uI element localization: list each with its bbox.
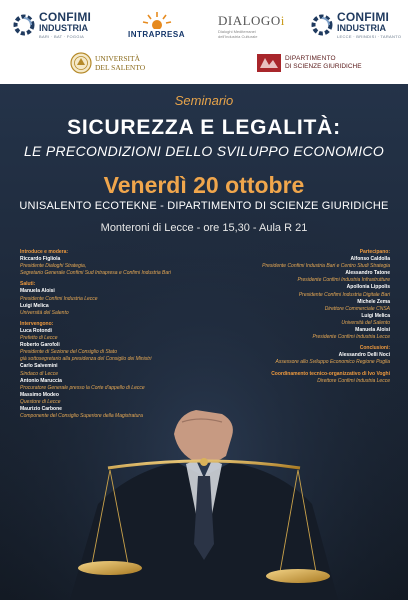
program-right-column: [190, 249, 390, 385]
speaker-name: Carlo Salvemini: [20, 363, 58, 370]
speaker-name: Roberto Garofoli: [20, 342, 60, 349]
coordination-role: Direttore Confimi Industria Lecce: [317, 377, 390, 384]
speaker-name: Manuela Aloisi: [20, 288, 55, 295]
dialoghi-wordmark: [218, 13, 285, 29]
confimi-right-line3: LECCE · BRINDISI · TARANTO: [337, 34, 402, 39]
logo-band: [0, 0, 408, 84]
speaker-role: Presidente Confimi Industria Lecce: [312, 334, 390, 341]
speaker-name: Alessandro Tatone: [345, 270, 390, 277]
speaker-role: Segretario Generale Confimi Sud Intrapresa e Confimi Industria Bari: [20, 270, 171, 277]
seminar-subtitle: LE PRECONDIZIONI DELLO SVILUPPO ECONOMICO: [23, 143, 385, 159]
speaker-name: Maurizio Carbone: [20, 405, 62, 412]
seminar-title: SICUREZZA E LEGALITÀ:: [67, 116, 341, 139]
confimi-right-line1: CONFIMI: [337, 10, 390, 24]
intrapresa-logo: [128, 11, 185, 39]
dialoghi-name-accent: i: [280, 13, 285, 28]
confimi-left-line1: CONFIMI: [39, 10, 92, 24]
speaker-name: Alfonso Caldolla: [350, 256, 390, 263]
speaker-role: Assessore allo Sviluppo Economico Regione Puglia: [275, 359, 390, 366]
speaker-role: Presidente Confimi Industria Infrastrutture: [297, 277, 390, 284]
speaker-name: Riccardo Figliola: [20, 256, 61, 263]
speaker-role: Direttore Commerciale CNSA: [324, 305, 390, 312]
section-heading: Saluti:: [20, 281, 36, 288]
event-date: Venerdì 20 ottobre: [103, 172, 305, 198]
speaker-name: Luigi Melica: [361, 312, 390, 319]
speaker-role: Componente del Consiglio Superiore della Magistratura: [20, 413, 143, 420]
program-left-column: [20, 249, 210, 420]
speaker-name: Michele Zema: [357, 298, 390, 305]
unisalento-logo: [70, 52, 145, 74]
speaker-name: Manuela Aloisi: [355, 327, 390, 334]
dipartimento-logo: [256, 53, 362, 73]
unisalento-line2: DEL SALENTO: [95, 63, 146, 72]
speaker-role: Università del Salento: [20, 309, 69, 316]
seminario-kicker: Seminario: [174, 93, 234, 108]
coordination-heading: Coordinamento tecnico-organizzativo di Ivo Voghi: [271, 370, 390, 377]
sun-icon: [140, 11, 174, 29]
dipartimento-line1: DIPARTIMENTO: [285, 55, 336, 62]
speaker-role: Presidente di Sezione del Consiglio di Stato: [20, 349, 118, 356]
dialoghi-sub2: dell'Industria Culturale: [218, 34, 258, 39]
confimi-lecce-logo: [310, 11, 401, 39]
poster: [0, 84, 408, 600]
unisalento-line1: UNIVERSITÀ: [95, 54, 140, 63]
dialoghi-logo: [218, 13, 285, 39]
dipartimento-mark-icon: [256, 53, 282, 73]
speaker-role: già sottosegretario alla presidenza del Consiglio dei Ministri: [20, 356, 152, 363]
speaker-role: Procuratore Generale presso la Corte d'appello di Lecce: [20, 384, 145, 391]
speaker-name: Alessandro Delli Noci: [338, 352, 390, 359]
speaker-role: Presidente Confimi Industria Bari e Centro Studi Strategia: [262, 263, 390, 270]
intrapresa-name: INTRAPRESA: [128, 30, 186, 39]
speaker-role: Questore di Lecce: [20, 398, 61, 405]
section-heading: Partecipano:: [359, 249, 390, 255]
dialoghi-name-main: DIALOGO: [218, 13, 281, 28]
confimi-right-line2: INDUSTRIA: [337, 23, 386, 33]
section-heading: Introduce e modera:: [20, 249, 69, 255]
speaker-role: Presidente Confimi Industria Digitale Bari: [298, 291, 390, 298]
speaker-role: Sindaco di Lecce: [20, 370, 59, 377]
speaker-role: Presidente Confimi Industria Lecce: [20, 295, 98, 302]
speaker-name: Massimo Modeo: [20, 391, 59, 398]
dipartimento-line2: DI SCIENZE GIURIDICHE: [285, 63, 362, 70]
university-seal-icon: [70, 52, 92, 74]
confimi-gear-icon: [12, 13, 36, 37]
section-heading: Intervengono:: [20, 320, 54, 327]
speaker-role: Prefetto di Lecce: [20, 335, 58, 342]
confimi-gear-icon: [310, 13, 334, 37]
dialoghi-sub1: Dialoghi Mediterranei: [218, 29, 256, 34]
speaker-name: Luigi Melica: [20, 302, 49, 309]
speaker-name: Luca Rotondi: [20, 327, 52, 334]
speaker-role: Università del Salento: [341, 319, 390, 326]
speaker-role: Presidente Dialoghi Strategia,: [20, 263, 87, 270]
speaker-name: Apollonia Lippolis: [346, 284, 390, 291]
confimi-left-line3: BARI · BAT · FOGGIA: [39, 34, 85, 39]
speaker-name: Antonio Maruccia: [20, 377, 62, 384]
event-venue: UNISALENTO ECOTEKNE - DIPARTIMENTO DI SCIENZE GIURIDICHE: [19, 200, 389, 212]
confimi-bari-logo: [12, 11, 91, 39]
section-heading: Conclusioni:: [359, 345, 390, 352]
event-place-time: Monteroni di Lecce - ore 15,30 - Aula R 21: [100, 222, 308, 234]
confimi-left-line2: INDUSTRIA: [39, 23, 88, 33]
